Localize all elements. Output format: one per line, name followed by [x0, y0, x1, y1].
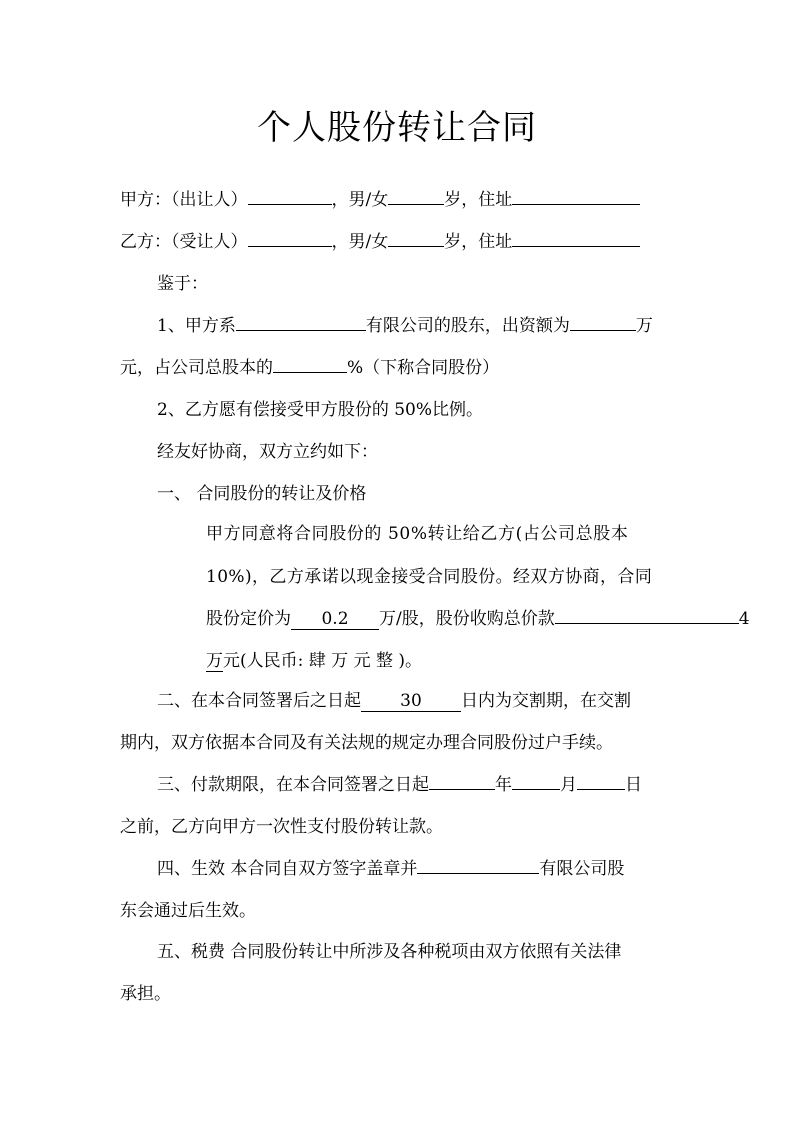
- price-per-share-field: 0.2: [291, 609, 379, 630]
- total-price-blank: [555, 605, 739, 624]
- agreement-line: 经友好协商，双方立约如下：: [157, 442, 378, 462]
- whereas-heading: 鉴于：: [157, 274, 208, 294]
- total-price-digit: 4: [738, 609, 750, 629]
- payment-day-blank: [577, 771, 625, 790]
- section3-line2: 之前，乙方向甲方一次性支付股份转让款。: [120, 817, 443, 837]
- share-percent-blank: [273, 354, 347, 373]
- item1-line2: 元，占公司总股本的 %（下称合同股份）: [120, 354, 499, 382]
- party-b-age-blank: [388, 228, 444, 247]
- item1-line1: 1、甲方系 有限公司的股东，出资额为 万: [157, 312, 653, 340]
- section5-line2: 承担。: [120, 984, 171, 1004]
- party-b-line: 乙方：（受让人） ，男/女 岁，住址: [120, 228, 640, 256]
- section5-line1: 五、税费 合同股份转让中所涉及各种税项由双方依照有关法律: [157, 942, 622, 962]
- party-a-name-blank: [248, 186, 332, 205]
- company-name-blank: [236, 312, 366, 331]
- section1-heading: 一、 合同股份的转让及价格: [157, 484, 367, 504]
- section1-line3: 股份定价为 0.2 万/股，股份收购总价款 4: [206, 605, 750, 633]
- total-price-unit: 万: [206, 651, 223, 671]
- section1-line4: 万元(人民币: 肆 万 元 整 )。: [206, 651, 423, 671]
- payment-month-blank: [512, 771, 560, 790]
- party-b-address-blank: [512, 228, 640, 247]
- section1-line1: 甲方同意将合同股份的 50%转让给乙方(占公司总股本: [206, 524, 629, 544]
- party-a-address-blank: [512, 186, 640, 205]
- item2-line: 2、乙方愿有偿接受甲方股份的 50%比例。: [157, 400, 484, 420]
- party-b-name-blank: [248, 228, 332, 247]
- party-a-age-blank: [388, 186, 444, 205]
- section3-line1: 三、付款期限，在本合同签署之日起 年 月 日: [157, 771, 642, 799]
- section4-line2: 东会通过后生效。: [120, 901, 256, 921]
- party-a-line: 甲方：（出让人） ，男/女 岁，住址: [120, 186, 640, 214]
- section4-line1: 四、生效 本合同自双方签字盖章并 有限公司股: [157, 855, 624, 883]
- capital-amount-blank: [570, 312, 636, 331]
- approving-company-blank: [417, 855, 539, 874]
- payment-year-blank: [429, 771, 495, 790]
- delivery-days-field: 30: [361, 691, 461, 712]
- page-title: 个人股份转让合同: [257, 108, 537, 148]
- section2-line2: 期内，双方依据本合同及有关法规的规定办理合同股份过户手续。: [120, 733, 613, 753]
- section1-line2: 10%)，乙方承诺以现金接受合同股份。经双方协商，合同: [206, 567, 653, 587]
- section2-line1: 二、在本合同签署后之日起 30 日内为交割期，在交割: [157, 691, 631, 711]
